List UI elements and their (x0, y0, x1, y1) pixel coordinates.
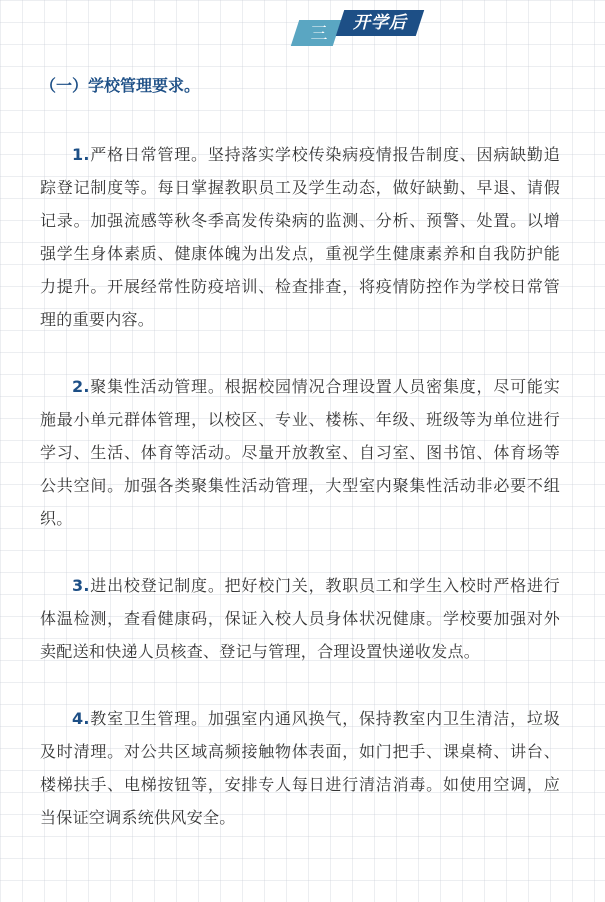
paragraph-text: 进出校登记制度。把好校门关，教职员工和学生入校时严格进行体温检测，查看健康码，保证入校人员身体状况健康。学校要加强对外卖配送和快递人员核查、登记与管理，合理设置快递收发点。 (40, 576, 560, 661)
paragraph-number: 1. (72, 145, 90, 164)
section-heading: （一）学校管理要求。 (40, 76, 201, 95)
paragraph-4 (40, 702, 560, 834)
paragraph-1 (40, 138, 560, 336)
paragraph-number: 3. (72, 576, 90, 595)
paragraph-text: 教室卫生管理。加强室内通风换气，保持教室内卫生清洁，垃圾及时清理。对公共区域高频接触物体表面，如门把手、课桌椅、讲台、楼梯扶手、电梯按钮等，安排专人每日进行清洁消毒。如使用空调，应当保证空调系统供风安全。 (40, 709, 560, 827)
paragraph-text: 严格日常管理。坚持落实学校传染病疫情报告制度、因病缺勤追踪登记制度等。每日掌握教职员工及学生动态，做好缺勤、早退、请假记录。加强流感等秋冬季高发传染病的监测、分析、预警、处置。以增强学生身体素质、健康体魄为出发点，重视学生健康素养和自我防护能力提升。开展经常性防疫培训、检查排查，将疫情防控作为学校日常管理的重要内容。 (40, 145, 560, 329)
section-badge (295, 10, 427, 50)
badge-title: 开学后 (353, 13, 407, 33)
paragraph-text: 聚集性活动管理。根据校园情况合理设置人员密集度，尽可能实施最小单元群体管理，以校区、专业、楼栋、年级、班级等为单位进行学习、生活、体育等活动。尽量开放教室、自习室、图书馆、体育场等公共空间。加强各类聚集性活动管理，大型室内聚集性活动非必要不组织。 (40, 377, 560, 528)
paragraph-3 (40, 569, 560, 668)
badge-numeral: 三 (310, 24, 328, 44)
paragraph-number: 2. (72, 377, 90, 396)
article-body (40, 138, 560, 868)
paragraph-number: 4. (72, 709, 90, 728)
paragraph-2 (40, 370, 560, 535)
